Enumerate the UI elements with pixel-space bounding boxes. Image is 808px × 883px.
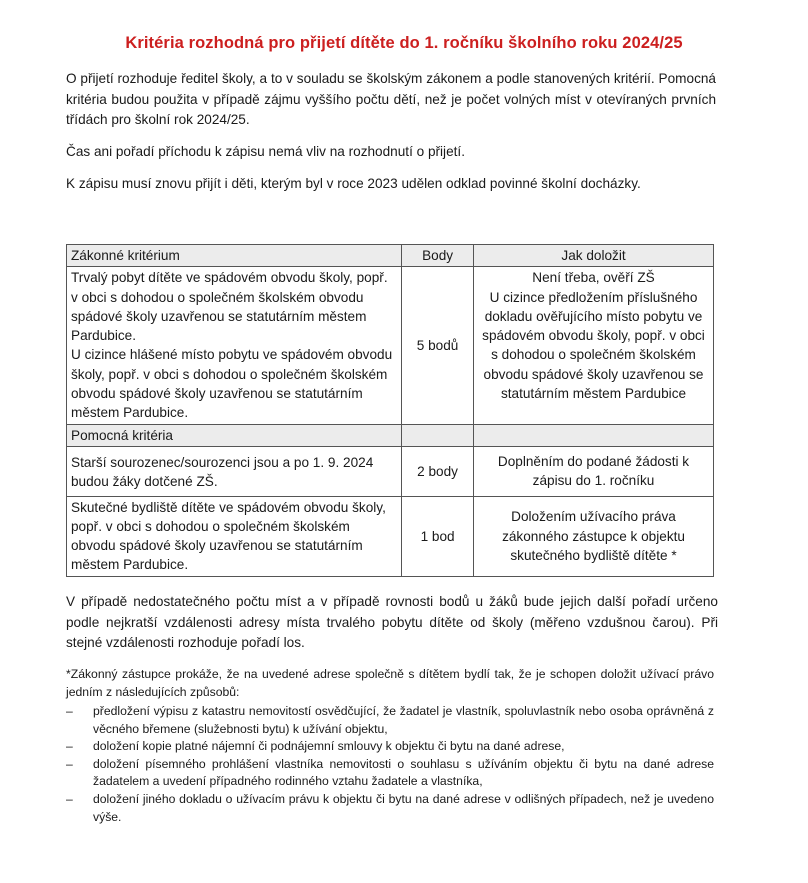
intro-paragraph-1: O přijetí rozhoduje ředitel školy, a to v souladu se školským zákonem a podle stanovených kritérií. Pomocná kritéria budou použita v případě zájmu vyššího počtu dětí, než je počet volných míst v otevíraných prvních třídách pro školní rok 2024/25. <box>66 71 716 127</box>
aux-criteria-header: Pomocná kritéria <box>67 424 402 446</box>
page-title: Kritéria rozhodná pro přijetí dítěte do 1. ročníku školního roku 2024/25 <box>125 34 683 52</box>
dash-bullet: – <box>66 704 73 718</box>
table-row <box>67 446 714 496</box>
list-item-text: doložení kopie platné nájemní či podnájemní smlouvy k objektu či bytu na dané adrese, <box>93 739 565 754</box>
aux-criterion-sibling: Starší sourozenec/sourozenci jsou a po 1. 9. 2024 budou žáky dotčené ZŠ. <box>67 446 402 496</box>
header-criterion: Zákonné kritérium <box>67 245 402 267</box>
intro-paragraph-2: Čas ani pořadí příchodu k zápisu nemá vliv na rozhodnutí o přijetí. <box>66 144 465 159</box>
footnote-intro: *Zákonný zástupce prokáže, že na uvedené adrese společně s dítětem bydlí tak, že je schopen doložit užívací právo jedním z následujících způsobů: <box>66 667 714 699</box>
list-item <box>66 703 714 738</box>
aux-proof-sibling: Doplněním do podané žádosti k zápisu do 1. ročníku <box>474 446 714 496</box>
legal-criterion-cell <box>67 267 402 424</box>
dash-bullet: – <box>66 756 73 771</box>
aux-proof-residence: Doložením užívacího práva zákonného zástupce k objektu skutečného bydliště dítěte * <box>474 496 714 576</box>
dash-bullet: – <box>66 739 73 754</box>
tiebreak-paragraph: V případě nedostatečného počtu míst a v případě rovnosti bodů u žáků bude jejich další pořadí určeno podle nejkratší vzdálenosti adresy místa trvalého pobytu dítěte od školy (měřeno vzdušnou čarou). Při stejné vzdálenosti rozhoduje pořadí los. <box>66 594 718 650</box>
list-item-text: předložení výpisu z katastru nemovitostí osvědčující, že žadatel je vlastník, spoluvlastník nebo osoba oprávněná z věcného břemene (služebnosti bytu) k užívání objektu, <box>93 704 714 736</box>
table-subheader-row <box>67 424 714 446</box>
list-item-text: doložení písemného prohlášení vlastníka nemovitosti o souhlasu s užíváním objektu či bytu na dané adrese žadatelem a uvedení případného rodinného vztahu žadatele a vlastníka, <box>93 756 714 789</box>
legal-criterion-foreigner-text: U cizince hlášené místo pobytu ve spádovém obvodu školy, popř. v obci s dohodou o společném školském obvodu spádové školy uzavřenou se statutárním městem Pardubice. <box>71 347 393 421</box>
aux-points-residence: 1 bod <box>402 496 474 576</box>
header-points: Body <box>402 245 474 267</box>
aux-header-empty-points <box>402 424 474 446</box>
legal-points: 5 bodů <box>402 267 474 424</box>
aux-criterion-residence: Skutečné bydliště dítěte ve spádovém obvodu školy, popř. v obci s dohodou o společném školském obvodu spádové školy uzavřenou se statutárním městem Pardubice. <box>67 496 402 576</box>
intro-paragraph-3: K zápisu musí znovu přijít i děti, kterým byl v roce 2023 udělen odklad povinné školní docházky. <box>66 176 641 191</box>
table-header-row <box>67 245 714 267</box>
list-item <box>66 738 714 756</box>
aux-points-sibling: 2 body <box>402 446 474 496</box>
aux-header-empty-proof <box>474 424 714 446</box>
legal-criterion-text: Trvalý pobyt dítěte ve spádovém obvodu školy, popř. v obci s dohodou o společném školském obvodu spádové školy uzavřenou se statutárním městem Pardubice. <box>71 270 388 344</box>
table-row <box>67 496 714 576</box>
header-proof: Jak doložit <box>474 245 714 267</box>
list-item <box>66 791 714 826</box>
dash-bullet: – <box>66 791 73 806</box>
legal-proof-cell <box>474 267 714 424</box>
legal-proof-foreigner-text: U cizince předložením příslušného dokladu ověřujícího místo pobytu ve spádovém obvodu školy, popř. v obci s dohodou o společném školském obvodu spádové školy uzavřenou se statutárním městem Pardubice <box>482 289 705 402</box>
criteria-table <box>66 244 714 577</box>
legal-proof-text: Není třeba, ověří ZŠ <box>532 270 655 286</box>
list-item-text: doložení jiného dokladu o užívacím právu k objektu či bytu na dané adrese v odlišných případech, než je uvedeno výše. <box>93 791 714 824</box>
footnote-list <box>66 703 714 826</box>
table-row-legal <box>67 267 714 424</box>
list-item <box>66 756 714 791</box>
